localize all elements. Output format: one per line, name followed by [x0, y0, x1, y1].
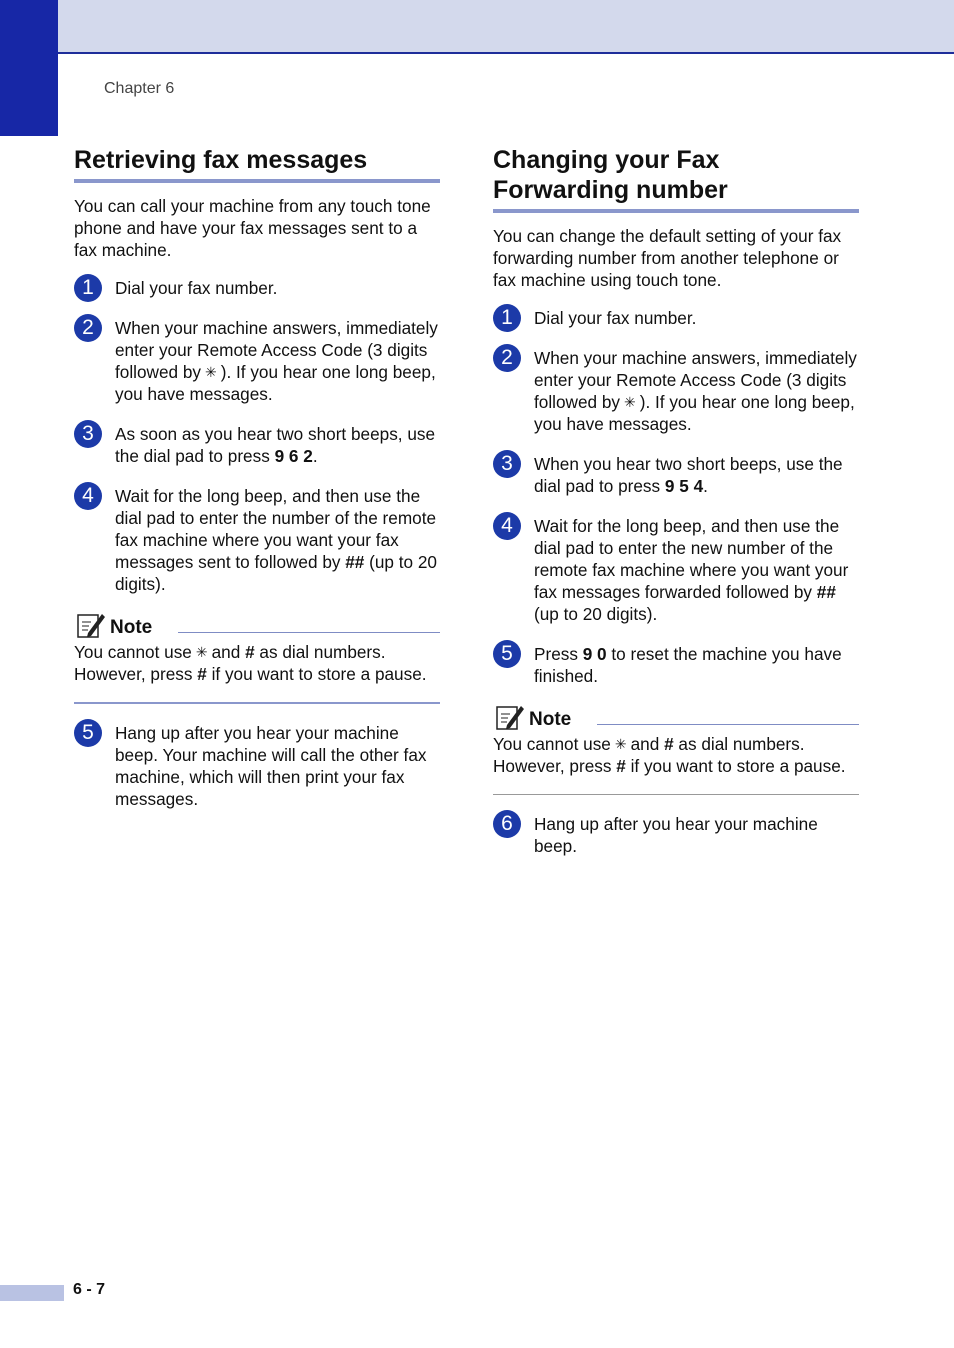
step-text-end: ). If you hear one long beep, you have messages. — [115, 362, 436, 404]
star-icon: ✳ — [614, 736, 627, 752]
star-icon: ✳ — [205, 364, 217, 380]
step-text-end: . — [312, 446, 318, 466]
step-6 — [493, 813, 859, 857]
step-text: Press — [534, 644, 583, 664]
note-divider — [74, 702, 440, 704]
step-text-end: (up to 20 digits). — [115, 552, 437, 594]
step-text: Dial your fax number. — [534, 308, 697, 328]
step-3 — [74, 423, 440, 467]
left-column — [74, 145, 440, 810]
step-text: When your machine answers, immediately enter your Remote Access Code (3 digits followed by — [534, 348, 857, 412]
key-sequence: 9 0 — [582, 644, 607, 664]
note-text-part: You cannot use — [493, 734, 611, 754]
step-text: As soon as you hear two short beeps, use the dial pad to press — [115, 424, 436, 466]
step-number-icon: 4 — [493, 512, 521, 540]
hash-key: # — [245, 642, 255, 662]
chapter-tab — [0, 0, 58, 136]
step-number-icon: 4 — [74, 482, 102, 510]
note-box — [493, 703, 859, 795]
step-text-end: to reset the machine you have finished. — [534, 644, 842, 686]
step-1 — [74, 277, 440, 299]
section-intro: You can change the default setting of your fax forwarding number from another telephone or fax machine using touch tone. — [493, 226, 842, 290]
key-sequence: ## — [816, 582, 836, 602]
step-4 — [74, 485, 440, 595]
pencil-note-icon — [76, 611, 106, 639]
section-intro: You can call your machine from any touch tone phone and have your fax messages sent to a fax machine. — [74, 196, 431, 260]
note-text-part: if you want to store a pause. — [211, 664, 427, 684]
right-column — [493, 145, 859, 857]
step-4 — [493, 515, 859, 625]
step-5 — [493, 643, 859, 687]
note-rule — [597, 724, 859, 725]
note-text-part: if you want to store a pause. — [630, 756, 846, 776]
note-header — [493, 703, 859, 733]
step-number-icon: 6 — [493, 810, 521, 838]
chapter-label: Chapter 6 — [104, 80, 175, 97]
step-number-icon: 2 — [493, 344, 521, 372]
note-rule — [178, 632, 440, 633]
step-number-icon: 3 — [74, 420, 102, 448]
key-sequence: ## — [345, 552, 365, 572]
section-title: Retrieving fax messages — [74, 145, 440, 183]
note-header — [74, 611, 440, 641]
note-divider — [493, 794, 859, 795]
note-box — [74, 611, 440, 704]
footer-band — [0, 1285, 64, 1301]
section-title: Changing your Fax Forwarding number — [493, 145, 859, 213]
step-text-end: (up to 20 digits). — [534, 604, 658, 624]
step-3 — [493, 453, 859, 497]
note-text — [74, 641, 440, 685]
hash-key: # — [616, 756, 626, 776]
step-5 — [74, 722, 440, 810]
step-number-icon: 5 — [74, 719, 102, 747]
step-number-icon: 5 — [493, 640, 521, 668]
step-1 — [493, 307, 859, 329]
star-icon: ✳ — [624, 394, 636, 410]
step-number-icon: 2 — [74, 314, 102, 342]
hash-key: # — [664, 734, 674, 754]
step-text-end: ). If you hear one long beep, you have messages. — [534, 392, 855, 434]
note-text-part: as dial numbers. However, press — [74, 642, 386, 684]
note-text — [493, 733, 859, 777]
step-number-icon: 3 — [493, 450, 521, 478]
key-sequence: 9 5 4 — [664, 476, 704, 496]
step-2 — [74, 317, 440, 405]
header-band — [58, 0, 954, 54]
note-text-part: and — [630, 734, 660, 754]
note-text-part: You cannot use — [74, 642, 192, 662]
step-text: Hang up after you hear your machine beep. Your machine will call the other fax machine, which will then print your fax messages. — [115, 723, 427, 809]
step-number-icon: 1 — [493, 304, 521, 332]
key-sequence: 9 6 2 — [274, 446, 313, 466]
note-title: Note — [110, 617, 153, 638]
step-2 — [493, 347, 859, 435]
step-text-end: . — [703, 476, 708, 496]
star-icon: ✳ — [195, 644, 208, 660]
page-number: 6 - 7 — [73, 1281, 106, 1298]
note-text-part: as dial numbers. However, press — [493, 734, 805, 776]
step-number-icon: 1 — [74, 274, 102, 302]
note-title: Note — [529, 709, 572, 730]
step-text: When your machine answers, immediately enter your Remote Access Code (3 digits followed by — [115, 318, 438, 382]
step-text: When you hear two short beeps, use the dial pad to press — [534, 454, 843, 496]
note-text-part: and — [211, 642, 241, 662]
step-text: Hang up after you hear your machine beep. — [534, 814, 818, 856]
pencil-note-icon — [495, 703, 525, 731]
hash-key: # — [197, 664, 207, 684]
step-text: Wait for the long beep, and then use the dial pad to enter the new number of the remote fax machine where you want your fax messages forwarded followed by — [534, 516, 849, 602]
step-text: Wait for the long beep, and then use the dial pad to enter the number of the remote fax machine where you want your fax messages sent to followed by — [115, 486, 437, 572]
step-text: Dial your fax number. — [115, 278, 278, 298]
